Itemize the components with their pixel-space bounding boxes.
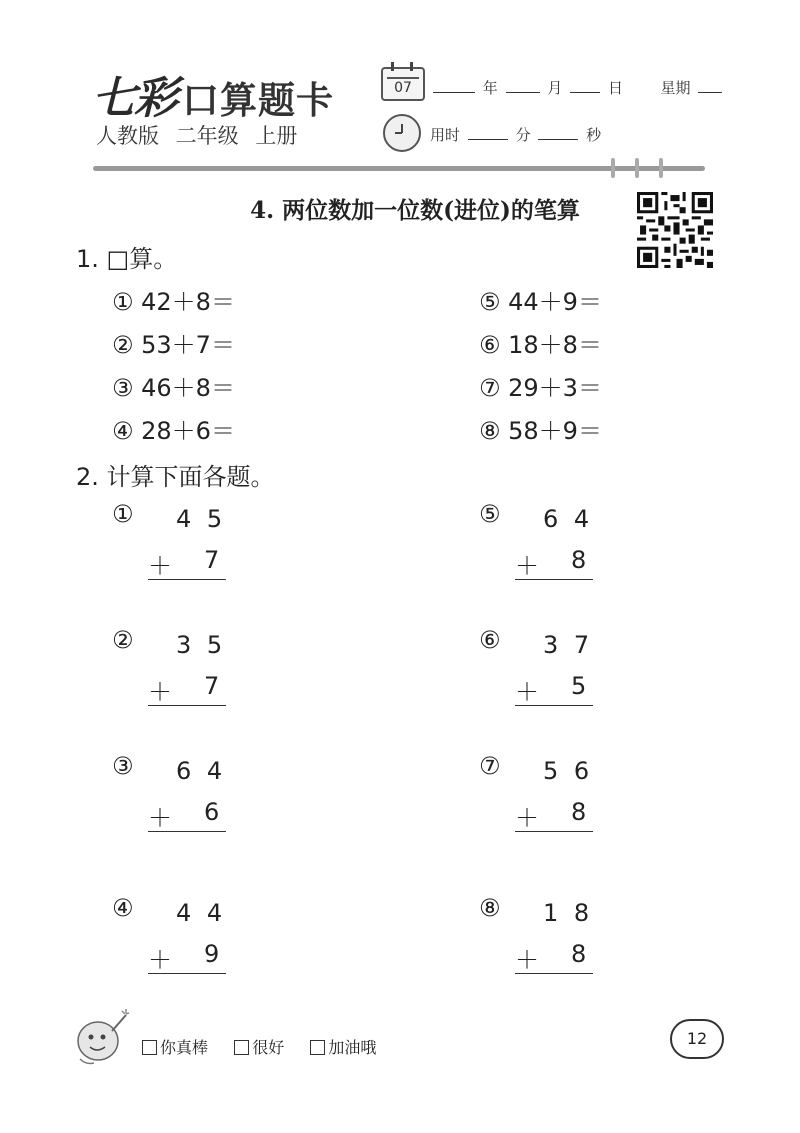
calendar-label: 07 bbox=[387, 77, 419, 96]
sum-line bbox=[148, 579, 226, 580]
addend-bottom: 6 bbox=[204, 798, 220, 826]
sum-line bbox=[515, 973, 593, 974]
problem-number: ⑥ bbox=[479, 626, 501, 654]
oral-item-6: ⑥ 18＋8＝ bbox=[479, 331, 602, 359]
oral-item-5: ⑤ 44＋9＝ bbox=[479, 288, 602, 316]
page-title: 4. 两位数加一位数(进位)的笔算 bbox=[250, 197, 580, 224]
edition-label: 人教版 二年级 上册 bbox=[96, 124, 298, 148]
weekday-label: 星期 bbox=[660, 79, 691, 97]
plus-sign: ＋ bbox=[148, 552, 172, 580]
time-fields bbox=[430, 124, 601, 145]
section1-heading: 1. □算。 bbox=[76, 245, 178, 273]
addend-top: 4 4 bbox=[176, 899, 227, 927]
sum-line bbox=[148, 705, 226, 706]
day-blank[interactable] bbox=[570, 92, 600, 93]
addend-top: 6 4 bbox=[543, 505, 594, 533]
rating-options bbox=[142, 1035, 376, 1058]
addend-bottom: 7 bbox=[204, 546, 220, 574]
addend-top: 3 5 bbox=[176, 631, 227, 659]
addend-bottom: 5 bbox=[571, 672, 587, 700]
vertical-problem-3 bbox=[112, 752, 232, 834]
clock-icon bbox=[383, 114, 421, 152]
vertical-problem-5 bbox=[479, 500, 599, 582]
minutes-blank[interactable] bbox=[468, 139, 508, 140]
year-blank[interactable] bbox=[433, 92, 475, 93]
addend-bottom: 9 bbox=[204, 940, 220, 968]
sum-line bbox=[148, 831, 226, 832]
addend-bottom: 7 bbox=[204, 672, 220, 700]
plus-sign: ＋ bbox=[148, 678, 172, 706]
oral-item-3: ③ 46＋8＝ bbox=[112, 374, 235, 402]
problem-number: ③ bbox=[112, 752, 134, 780]
month-label: 月 bbox=[547, 79, 563, 97]
vertical-problem-2 bbox=[112, 626, 232, 708]
sum-line bbox=[515, 705, 593, 706]
brand-sub: 口算题卡 bbox=[182, 79, 334, 122]
day-label: 日 bbox=[607, 79, 623, 97]
addend-top: 1 8 bbox=[543, 899, 594, 927]
sum-line bbox=[148, 973, 226, 974]
oral-item-2: ② 53＋7＝ bbox=[112, 331, 235, 359]
month-blank[interactable] bbox=[506, 92, 540, 93]
problem-number: ② bbox=[112, 626, 134, 654]
minutes-label: 分 bbox=[515, 126, 531, 144]
oral-item-7: ⑦ 29＋3＝ bbox=[479, 374, 602, 402]
rating-label-3: 加油哦 bbox=[328, 1038, 377, 1057]
sum-line bbox=[515, 831, 593, 832]
problem-number: ⑦ bbox=[479, 752, 501, 780]
time-label: 用时 bbox=[430, 126, 461, 144]
problem-number: ⑧ bbox=[479, 894, 501, 922]
plus-sign: ＋ bbox=[148, 946, 172, 974]
rating-checkbox-2[interactable] bbox=[234, 1040, 249, 1055]
oral-item-1: ① 42＋8＝ bbox=[112, 288, 235, 316]
brand-main: 七彩 bbox=[92, 73, 176, 124]
addend-bottom: 8 bbox=[571, 940, 587, 968]
sum-line bbox=[515, 579, 593, 580]
plus-sign: ＋ bbox=[515, 552, 539, 580]
addend-top: 4 5 bbox=[176, 505, 227, 533]
rating-label-2: 很好 bbox=[252, 1038, 285, 1057]
problem-number: ⑤ bbox=[479, 500, 501, 528]
year-label: 年 bbox=[482, 79, 498, 97]
header-divider bbox=[93, 166, 705, 171]
addend-top: 5 6 bbox=[543, 757, 594, 785]
page-number: 12 bbox=[670, 1019, 724, 1059]
plus-sign: ＋ bbox=[515, 678, 539, 706]
vertical-problem-6 bbox=[479, 626, 599, 708]
date-fields bbox=[430, 77, 725, 98]
brand-logo bbox=[92, 62, 334, 126]
addend-bottom: 8 bbox=[571, 546, 587, 574]
rating-checkbox-3[interactable] bbox=[310, 1040, 325, 1055]
rating-label-1: 你真棒 bbox=[160, 1038, 209, 1057]
oral-item-8: ⑧ 58＋9＝ bbox=[479, 417, 602, 445]
problem-number: ① bbox=[112, 500, 134, 528]
section2-heading: 2. 计算下面各题。 bbox=[76, 463, 275, 491]
vertical-problem-8 bbox=[479, 894, 599, 976]
seconds-label: 秒 bbox=[586, 126, 602, 144]
qr-code-icon bbox=[637, 192, 713, 272]
plus-sign: ＋ bbox=[515, 946, 539, 974]
addend-top: 3 7 bbox=[543, 631, 594, 659]
plus-sign: ＋ bbox=[515, 804, 539, 832]
calendar-icon bbox=[381, 67, 425, 101]
seconds-blank[interactable] bbox=[538, 139, 578, 140]
vertical-problem-4 bbox=[112, 894, 232, 976]
plus-sign: ＋ bbox=[148, 804, 172, 832]
rating-checkbox-1[interactable] bbox=[142, 1040, 157, 1055]
mascot-icon bbox=[68, 1005, 134, 1073]
addend-top: 6 4 bbox=[176, 757, 227, 785]
vertical-problem-1 bbox=[112, 500, 232, 582]
problem-number: ④ bbox=[112, 894, 134, 922]
weekday-blank[interactable] bbox=[698, 92, 722, 93]
addend-bottom: 8 bbox=[571, 798, 587, 826]
vertical-problem-7 bbox=[479, 752, 599, 834]
oral-item-4: ④ 28＋6＝ bbox=[112, 417, 235, 445]
